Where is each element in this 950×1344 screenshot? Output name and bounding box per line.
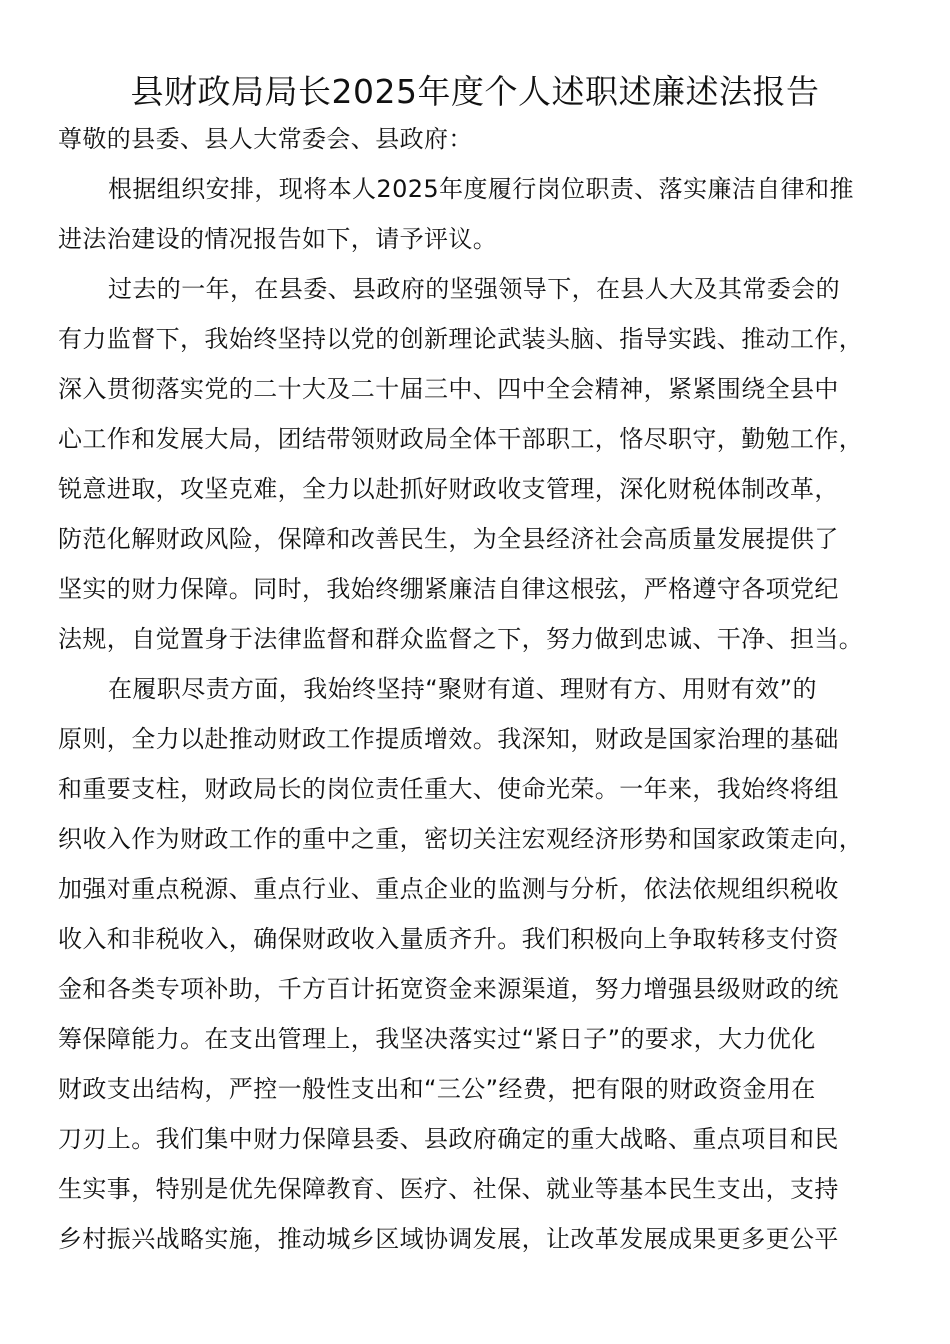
salutation: 尊敬的县委、县人大常委会、县政府： xyxy=(58,125,473,153)
body-line: 和重要支柱，财政局长的岗位责任重大、使命光荣。一年来，我始终将组 xyxy=(58,775,839,803)
body-line: 生实事，特别是优先保障教育、医疗、社保、就业等基本民生支出，支持 xyxy=(58,1175,839,1203)
body-line: 锐意进取，攻坚克难，全力以赴抓好财政收支管理，深化财税体制改革， xyxy=(58,475,839,503)
body-line: 金和各类专项补助，千方百计拓宽资金来源渠道，努力增强县级财政的统 xyxy=(58,975,839,1003)
body-line: 筹保障能力。在支出管理上，我坚决落实过“紧日子”的要求，大力优化 xyxy=(58,1025,816,1053)
body-line: 过去的一年，在县委、县政府的坚强领导下，在县人大及其常委会的 xyxy=(108,275,840,303)
body-line: 进法治建设的情况报告如下，请予评议。 xyxy=(58,225,498,253)
body-line: 加强对重点税源、重点行业、重点企业的监测与分析，依法依规组织税收 xyxy=(58,875,839,903)
body-line: 心工作和发展大局，团结带领财政局全体干部职工，恪尽职守，勤勉工作， xyxy=(58,425,864,453)
body-line: 有力监督下，我始终坚持以党的创新理论武装头脑、指导实践、推动工作， xyxy=(58,325,864,353)
body-line: 收入和非税收入，确保财政收入量质齐升。我们积极向上争取转移支付资 xyxy=(58,925,839,953)
body-line: 刀刃上。我们集中财力保障县委、县政府确定的重大战略、重点项目和民 xyxy=(58,1125,839,1153)
body-line: 法规，自觉置身于法律监督和群众监督之下，努力做到忠诚、干净、担当。 xyxy=(58,625,864,653)
body-line: 织收入作为财政工作的重中之重，密切关注宏观经济形势和国家政策走向， xyxy=(58,825,864,853)
body-line: 原则，全力以赴推动财政工作提质增效。我深知，财政是国家治理的基础 xyxy=(58,725,839,753)
body-line: 根据组织安排，现将本人2025年度履行岗位职责、落实廉洁自律和推 xyxy=(108,175,854,203)
document-title: 县财政局局长2025年度个人述职述廉述法报告 xyxy=(130,72,820,111)
body-line: 财政支出结构，严控一般性支出和“三公”经费，把有限的财政资金用在 xyxy=(58,1075,816,1103)
body-line: 防范化解财政风险，保障和改善民生，为全县经济社会高质量发展提供了 xyxy=(58,525,839,553)
body-line: 乡村振兴战略实施，推动城乡区域协调发展，让改革发展成果更多更公平 xyxy=(58,1225,839,1253)
body-line: 坚实的财力保障。同时，我始终绷紧廉洁自律这根弦，严格遵守各项党纪 xyxy=(58,575,839,603)
body-line: 在履职尽责方面，我始终坚持“聚财有道、理财有方、用财有效”的 xyxy=(108,675,817,703)
body-line: 深入贯彻落实党的二十大及二十届三中、四中全会精神，紧紧围绕全县中 xyxy=(58,375,839,403)
